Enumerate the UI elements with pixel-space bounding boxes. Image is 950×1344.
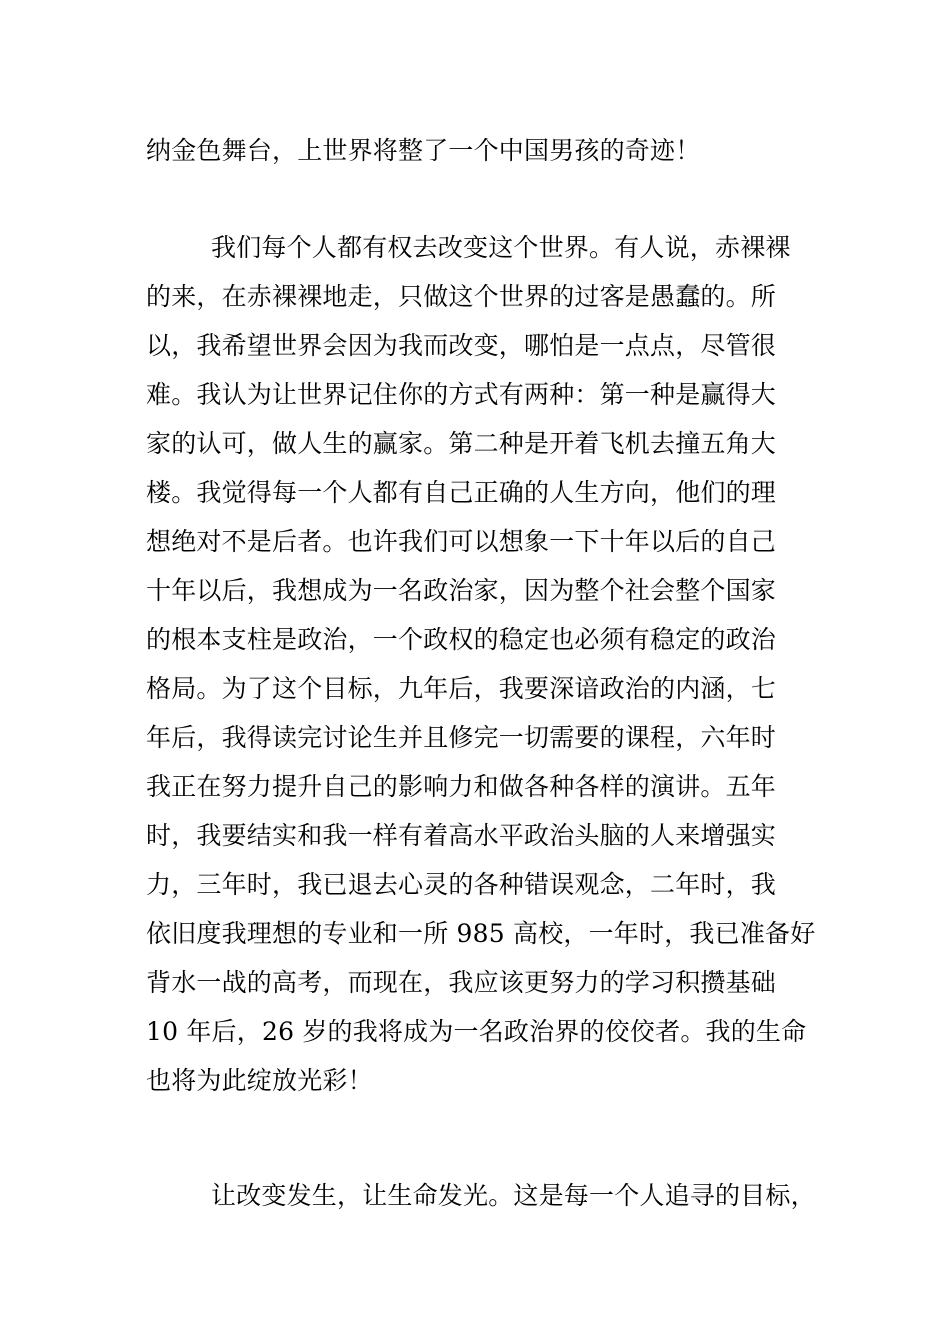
paragraph-2-line-16: 背水一战的高考，而现在，我应该更努力的学习积攒基础 (146, 968, 777, 997)
paragraph-2-line-12: 我正在努力提升自己的影响力和做各种各样的演讲。五年 (146, 772, 777, 801)
paragraph-1-line-1: 纳金色舞台，上世界将整了一个中国男孩的奇迹！ (146, 136, 701, 165)
paragraph-2-line-9: 的根本支柱是政治，一个政权的稳定也必须有稳定的政治 (146, 625, 777, 654)
paragraph-2-line-11: 年后，我得读完讨论生并且修完一切需要的课程，六年时 (146, 723, 777, 752)
paragraph-2-line-8: 十年以后，我想成为一名政治家，因为整个社会整个国家 (146, 576, 777, 605)
paragraph-2-line-4: 难。我认为让世界记住你的方式有两种：第一种是赢得大 (146, 380, 777, 409)
paragraph-2-line-3: 以，我希望世界会因为我而改变，哪怕是一点点，尽管很 (146, 331, 777, 360)
paragraph-2-line-13: 时，我要结实和我一样有着高水平政治头脑的人来增强实 (146, 821, 777, 850)
paragraph-2-line-18: 也将为此绽放光彩！ (146, 1066, 373, 1095)
paragraph-2-line-14: 力，三年时，我已退去心灵的各种错误观念，二年时，我 (146, 870, 777, 899)
paragraph-2-line-5: 家的认可，做人生的赢家。第二种是开着飞机去撞五角大 (146, 429, 777, 458)
paragraph-2-line-2: 的来，在赤裸裸地走，只做这个世界的过客是愚蠢的。所 (146, 282, 777, 311)
paragraph-3-line-1: 让改变发生，让生命发光。这是每一个人追寻的目标， (211, 1181, 816, 1210)
paragraph-2-line-15: 依旧度我理想的专业和一所 985 高校，一年时，我已准备好 (146, 919, 816, 948)
paragraph-2-line-6: 楼。我觉得每一个人都有自己正确的人生方向，他们的理 (146, 478, 777, 507)
paragraph-2-line-7: 想绝对不是后者。也许我们可以想象一下十年以后的自己 (146, 527, 777, 556)
paragraph-2-line-1: 我们每个人都有权去改变这个世界。有人说，赤裸裸 (211, 233, 791, 262)
paragraph-2-line-17: 10 年后，26 岁的我将成为一名政治界的佼佼者。我的生命 (146, 1017, 807, 1046)
paragraph-2-line-10: 格局。为了这个目标，九年后，我要深谙政治的内涵，七 (146, 674, 777, 703)
